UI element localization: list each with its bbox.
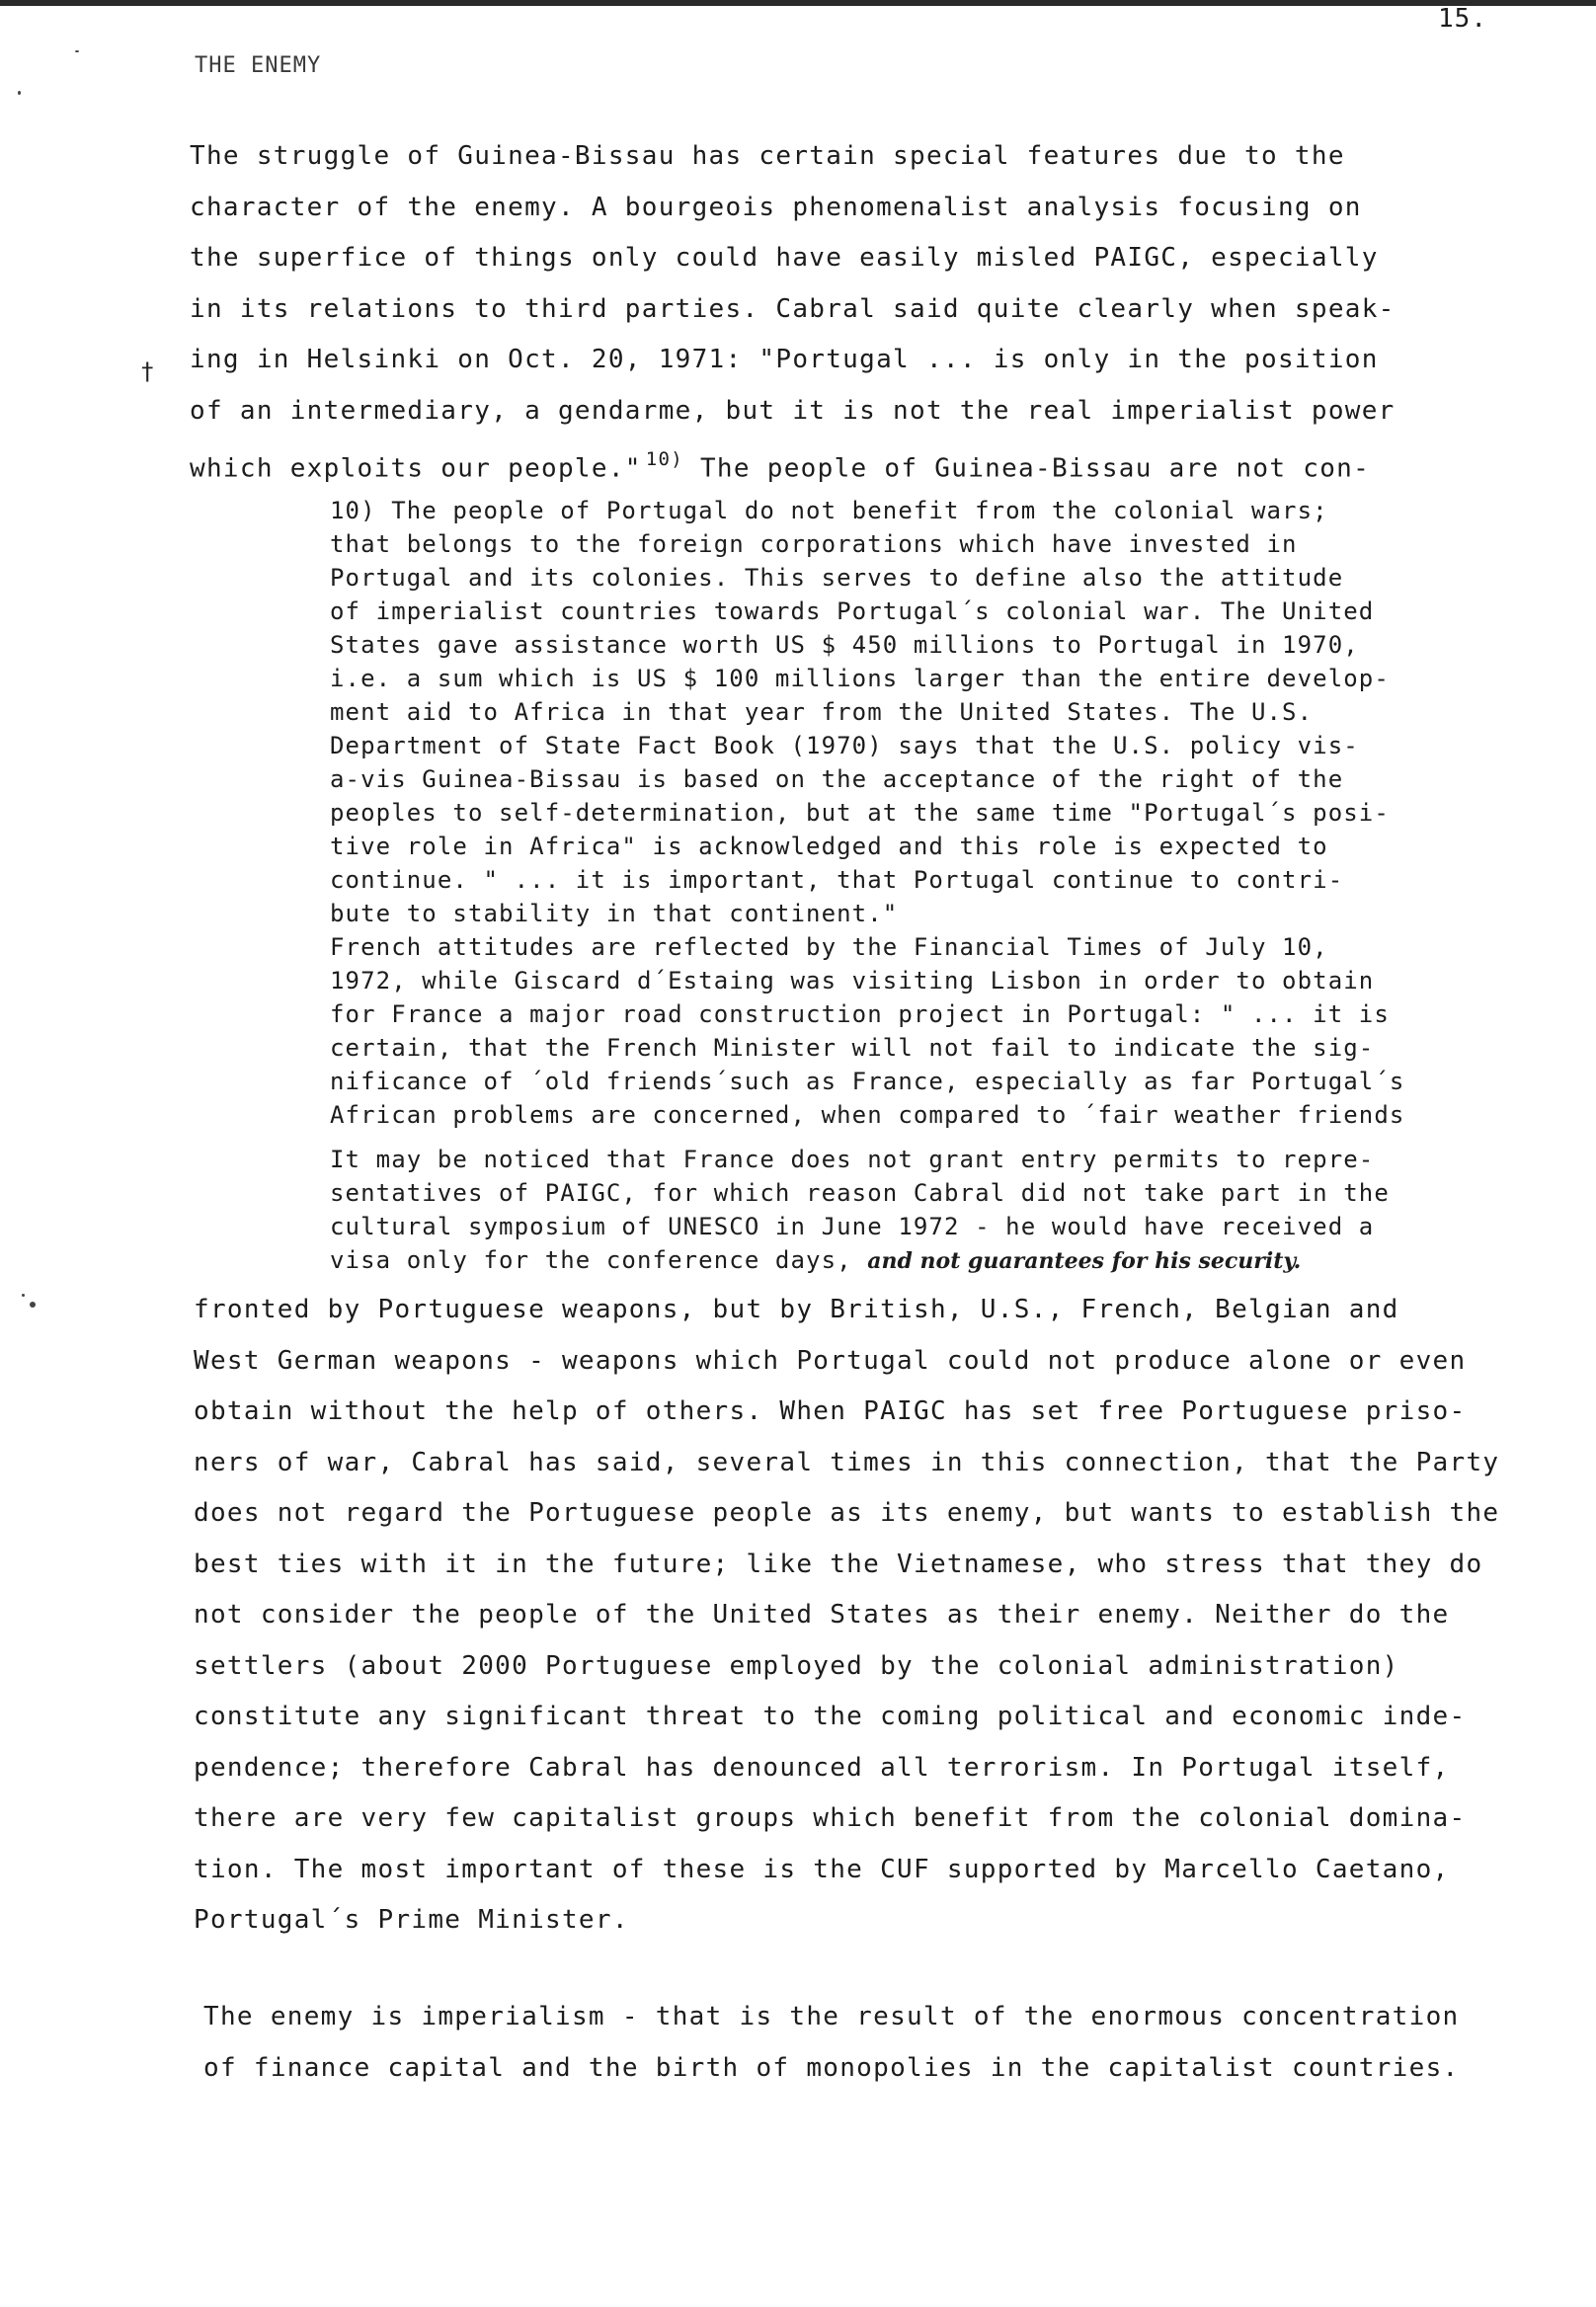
- text-line: [190, 437, 1474, 488]
- text-line: West German weapons - weapons which Portugal could not produce alone or even: [194, 1345, 1467, 1376]
- text-line: of an intermediary, a gendarme, but it is not the real imperialist power: [190, 395, 1396, 426]
- text-line: of finance capital and the birth of monopolies in the capitalist countries.: [203, 2052, 1460, 2083]
- text-line: The struggle of Guinea-Bissau has certain special features due to the: [190, 141, 1345, 171]
- footnote-10: [330, 494, 1555, 1132]
- text-line: tion. The most important of these is the CUF supported by Marcello Caetano,: [194, 1854, 1450, 1884]
- text-line: does not regard the Portuguese people as its enemy, but wants to establish the: [194, 1498, 1500, 1528]
- footnote-line: bute to stability in that continent.": [330, 900, 899, 927]
- text-line: ners of war, Cabral has said, several times in this connection, that the Party: [194, 1447, 1500, 1477]
- text-line: constitute any significant threat to the coming political and economic inde-: [194, 1702, 1467, 1731]
- closing-paragraph: [203, 1992, 1487, 2094]
- footnote-line: [330, 1243, 1555, 1277]
- footnote-line: Portugal and its colonies. This serves to define also the attitude: [330, 564, 1344, 592]
- footnote-line: continue. " ... it is important, that Portugal continue to contri-: [330, 866, 1344, 894]
- footnote-reference: 10): [645, 448, 683, 470]
- text-line: pendence; therefore Cabral has denounced all terrorism. In Portugal itself,: [194, 1752, 1450, 1783]
- text-line: character of the enemy. A bourgeois phenomenalist analysis focusing on: [190, 192, 1362, 222]
- footnote-line: ment aid to Africa in that year from the United States. The U.S.: [330, 698, 1314, 726]
- footnote-line: 1972, while Giscard d´Estaing was visiting Lisbon in order to obtain: [330, 967, 1375, 994]
- footnote-line: peoples to self-determination, but at the same time "Portugal´s posi-: [330, 799, 1390, 827]
- footnote-line: States gave assistance worth US $ 450 millions to Portugal in 1970,: [330, 631, 1359, 659]
- footnote-line: Department of State Fact Book (1970) says that the U.S. policy vis-: [330, 732, 1359, 759]
- text-line: fronted by Portuguese weapons, but by British, U.S., French, Belgian and: [194, 1295, 1399, 1324]
- text-line: Portugal´s Prime Minister.: [194, 1905, 629, 1935]
- text-line: there are very few capitalist groups which benefit from the colonial domina-: [194, 1803, 1467, 1833]
- footnote-line: 10) The people of Portugal do not benefit from the colonial wars;: [330, 497, 1328, 524]
- scan-speck: [75, 50, 79, 52]
- text-line: in its relations to third parties. Cabral said quite clearly when speak-: [190, 293, 1396, 324]
- text-line: ing in Helsinki on Oct. 20, 1971: "Portugal ... is only in the position: [190, 345, 1379, 374]
- scan-speck: [18, 91, 21, 95]
- footnote-line: that belongs to the foreign corporations which have invested in: [330, 530, 1298, 558]
- scan-speck: [30, 1302, 36, 1308]
- footnote-line: i.e. a sum which is US $ 100 millions larger than the entire develop-: [330, 665, 1390, 692]
- page-number: 15.: [1438, 4, 1487, 34]
- footnote-line: of imperialist countries towards Portugal´s colonial war. The United: [330, 597, 1375, 625]
- running-head: THE ENEMY: [195, 53, 322, 78]
- footnote-line: tive role in Africa" is acknowledged and this role is expected to: [330, 833, 1328, 860]
- footnote-line: for France a major road construction project in Portugal: " ... it is: [330, 1000, 1390, 1028]
- text-line: not consider the people of the United States as their enemy. Neither do the: [194, 1600, 1450, 1630]
- footnote-line: cultural symposium of UNESCO in June 1972 - he would have received a: [330, 1213, 1375, 1240]
- top-rule: [0, 0, 1596, 6]
- footnote-line: a-vis Guinea-Bissau is based on the acceptance of the right of the: [330, 765, 1344, 793]
- margin-mark: †: [140, 358, 155, 385]
- text-line: the superfice of things only could have easily misled PAIGC, especially: [190, 243, 1379, 273]
- text-fragment: which exploits our people.": [190, 453, 642, 484]
- footnote-line: sentatives of PAIGC, for which reason Cabral did not take part in the: [330, 1179, 1390, 1207]
- text-fragment: The people of Guinea-Bissau are not con-: [699, 453, 1371, 484]
- footnote-line: certain, that the French Minister will not fail to indicate the sig-: [330, 1034, 1375, 1062]
- text-line: obtain without the help of others. When PAIGC has set free Portuguese priso-: [194, 1396, 1467, 1426]
- footnote-10-continuation: [330, 1143, 1555, 1277]
- text-line: The enemy is imperialism - that is the result of the enormous concentration: [203, 2002, 1460, 2031]
- footnote-line: nificance of ´old friends´such as France, especially as far Portugal´s: [330, 1068, 1405, 1095]
- handwritten-addition: and not guarantees for his security.: [867, 1248, 1302, 1274]
- text-line: best ties with it in the future; like the Vietnamese, who stress that they do: [194, 1549, 1483, 1579]
- footnote-line: It may be noticed that France does not grant entry permits to repre-: [330, 1146, 1375, 1173]
- text-fragment: visa only for the conference days,: [330, 1246, 852, 1274]
- footnote-line: French attitudes are reflected by the Financial Times of July 10,: [330, 933, 1328, 961]
- text-line: settlers (about 2000 Portuguese employed by the colonial administration): [194, 1650, 1399, 1681]
- intro-paragraph: [190, 131, 1474, 488]
- footnote-line: African problems are concerned, when compared to ´fair weather friends: [330, 1101, 1405, 1129]
- scan-speck: [22, 1294, 25, 1297]
- continuation-paragraph: [194, 1285, 1500, 1947]
